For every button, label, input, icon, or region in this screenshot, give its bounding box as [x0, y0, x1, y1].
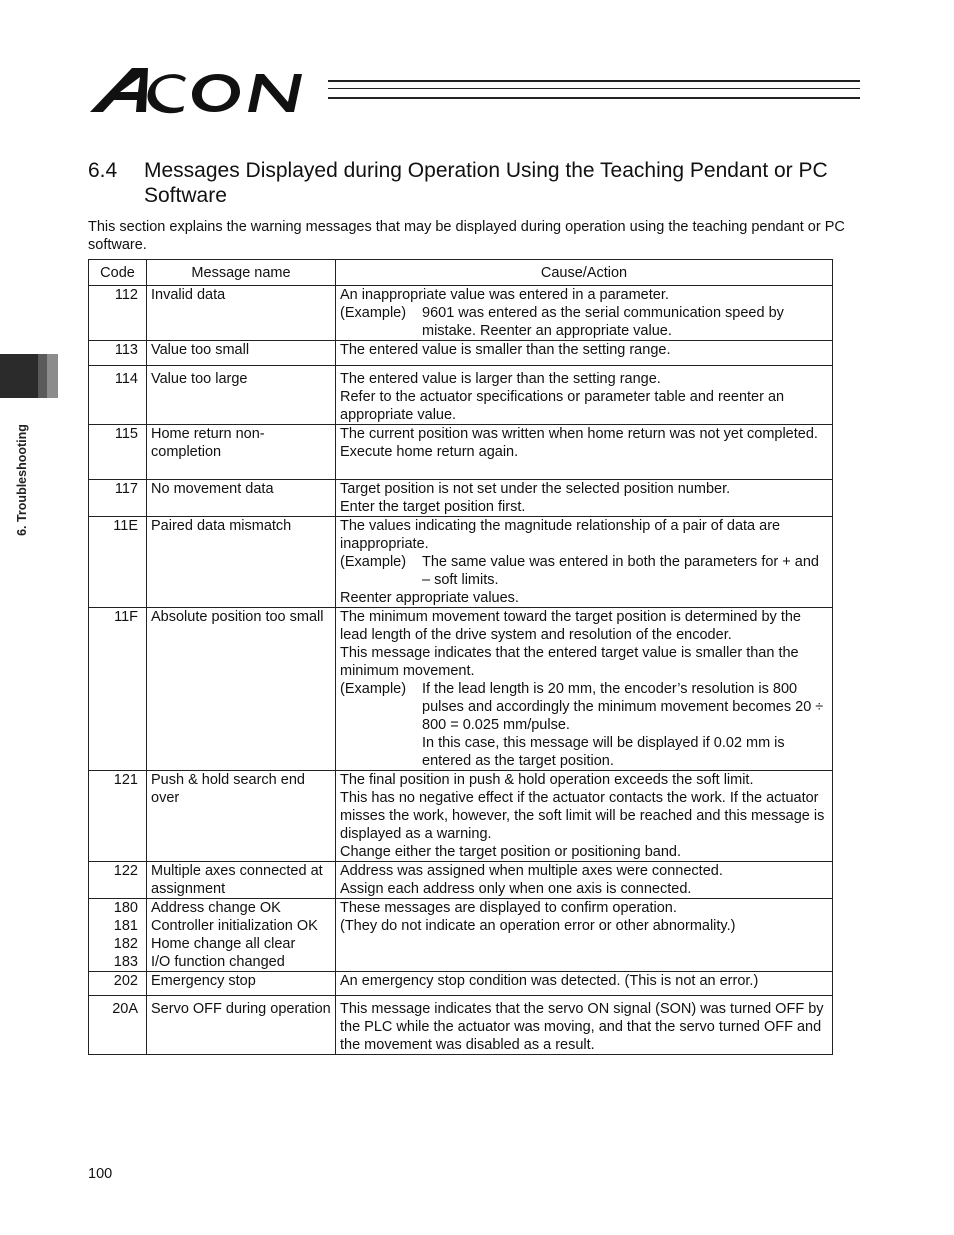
action-cell	[336, 286, 833, 341]
action-line: The current position was written when home return was not yet completed.	[340, 426, 818, 442]
action-line: Address was assigned when multiple axes were connected.	[340, 863, 723, 879]
name-cell: Invalid data	[147, 286, 336, 341]
action-line: Assign each address only when one axis is connected.	[340, 881, 692, 897]
table-row	[89, 425, 833, 480]
header-message-name: Message name	[147, 260, 336, 286]
action-line: Execute home return again.	[340, 444, 519, 460]
name-cell: Servo OFF during operation	[147, 996, 336, 1055]
table-header-row	[89, 260, 833, 286]
action-line: The minimum movement toward the target position is determined by the lead length of the drive system and resolution of the encoder.	[340, 609, 801, 643]
action-cell	[336, 899, 833, 972]
code-value: 181	[113, 918, 138, 934]
example-block	[340, 553, 828, 589]
action-line: Target position is not set under the selected position number.	[340, 481, 731, 497]
action-line: The entered value is smaller than the setting range.	[340, 342, 671, 358]
name-cell: Push & hold search end over	[147, 771, 336, 862]
example-text: The same value was entered in both the parameters for + and – soft limits.	[422, 554, 819, 588]
code-value: 180	[113, 900, 138, 916]
action-line: This message indicates that the entered target value is smaller than the minimum movement.	[340, 645, 799, 679]
example-block	[340, 304, 828, 340]
code-cell: 122	[89, 862, 147, 899]
code-cell: 112	[89, 286, 147, 341]
action-line: Refer to the actuator specifications or parameter table and reenter an appropriate value.	[340, 389, 785, 423]
example-text: 9601 was entered as the serial communication speed by mistake. Reenter an appropriate value.	[422, 305, 784, 339]
code-cell: 20A	[89, 996, 147, 1055]
action-cell	[336, 608, 833, 771]
example-text: If the lead length is 20 mm, the encoder’s resolution is 800 pulses and accordingly the minimum movement becomes 20 ÷ 800 = 0.025 mm/pulse.	[422, 681, 824, 733]
table-row	[89, 771, 833, 862]
code-cell: 121	[89, 771, 147, 862]
name-cell	[147, 899, 336, 972]
name-value: I/O function changed	[151, 954, 285, 970]
action-cell	[336, 480, 833, 517]
warning-messages-table	[88, 259, 833, 1055]
code-cell: 202	[89, 972, 147, 996]
table-row	[89, 341, 833, 366]
chapter-tab-mid	[38, 354, 47, 398]
action-line: The final position in push & hold operation exceeds the soft limit.	[340, 772, 754, 788]
chapter-tab-dark	[0, 354, 38, 398]
header-rules	[328, 80, 860, 105]
name-cell: Multiple axes connected at assignment	[147, 862, 336, 899]
code-value: 182	[113, 936, 138, 952]
action-line: (They do not indicate an operation error or other abnormality.)	[340, 918, 736, 934]
action-cell	[336, 366, 833, 425]
acon-logo	[88, 64, 328, 116]
action-cell	[336, 996, 833, 1055]
name-cell: Absolute position too small	[147, 608, 336, 771]
code-cell: 115	[89, 425, 147, 480]
action-line: An emergency stop condition was detected. (This is not an error.)	[340, 973, 759, 989]
code-cell: 11E	[89, 517, 147, 608]
section-title: Messages Displayed during Operation Using the Teaching Pendant or PC Software	[144, 159, 828, 207]
action-cell	[336, 341, 833, 366]
name-cell: Value too large	[147, 366, 336, 425]
action-cell	[336, 425, 833, 480]
section-heading	[88, 158, 868, 208]
code-cell: 11F	[89, 608, 147, 771]
code-cell: 113	[89, 341, 147, 366]
table-row	[89, 608, 833, 771]
name-value: Controller initialization OK	[151, 918, 318, 934]
table-row	[89, 996, 833, 1055]
intro-paragraph: This section explains the warning messages that may be displayed during operation using the teaching pendant or PC software.	[88, 219, 845, 253]
action-cell	[336, 972, 833, 996]
code-cell	[89, 899, 147, 972]
example-label: (Example)	[340, 554, 407, 570]
name-value: Address change OK	[151, 900, 281, 916]
header-cause-action: Cause/Action	[336, 260, 833, 286]
action-line: These messages are displayed to confirm operation.	[340, 900, 677, 916]
action-cell	[336, 862, 833, 899]
action-line: Change either the target position or positioning band.	[340, 844, 681, 860]
table-row	[89, 972, 833, 996]
example-label: (Example)	[340, 305, 407, 321]
action-line: Reenter appropriate values.	[340, 590, 519, 606]
table-row	[89, 899, 833, 972]
action-cell	[336, 771, 833, 862]
example-continuation: In this case, this message will be displayed if 0.02 mm is entered as the target position.	[422, 735, 785, 769]
chapter-side-label: 6. Troubleshooting	[15, 424, 29, 536]
code-value: 183	[113, 954, 138, 970]
table-row	[89, 862, 833, 899]
action-line: The values indicating the magnitude relationship of a pair of data are inappropriate.	[340, 518, 781, 552]
action-line: The entered value is larger than the setting range.	[340, 371, 661, 387]
name-value: Home change all clear	[151, 936, 296, 952]
table-row	[89, 286, 833, 341]
action-line: An inappropriate value was entered in a parameter.	[340, 287, 669, 303]
action-line: Enter the target position first.	[340, 499, 526, 515]
name-cell: Paired data mismatch	[147, 517, 336, 608]
example-label: (Example)	[340, 681, 407, 697]
code-cell: 114	[89, 366, 147, 425]
example-block	[340, 680, 828, 734]
action-line: This has no negative effect if the actuator contacts the work. If the actuator misses the work, however, the soft limit will be reached and this message is displayed as a warning.	[340, 790, 825, 842]
code-cell: 117	[89, 480, 147, 517]
header-code: Code	[89, 260, 147, 286]
name-cell: Emergency stop	[147, 972, 336, 996]
table-row	[89, 480, 833, 517]
name-cell: Value too small	[147, 341, 336, 366]
chapter-tab-light	[47, 354, 58, 398]
table-row	[89, 517, 833, 608]
action-cell	[336, 517, 833, 608]
action-line: This message indicates that the servo ON signal (SON) was turned OFF by the PLC while the actuator was moving, and that the servo turned OFF and the movement was disabled as a result.	[340, 1001, 824, 1053]
page-number: 100	[88, 1166, 113, 1182]
table-row	[89, 366, 833, 425]
name-cell: Home return non-completion	[147, 425, 336, 480]
section-number: 6.4	[88, 159, 118, 182]
name-cell: No movement data	[147, 480, 336, 517]
